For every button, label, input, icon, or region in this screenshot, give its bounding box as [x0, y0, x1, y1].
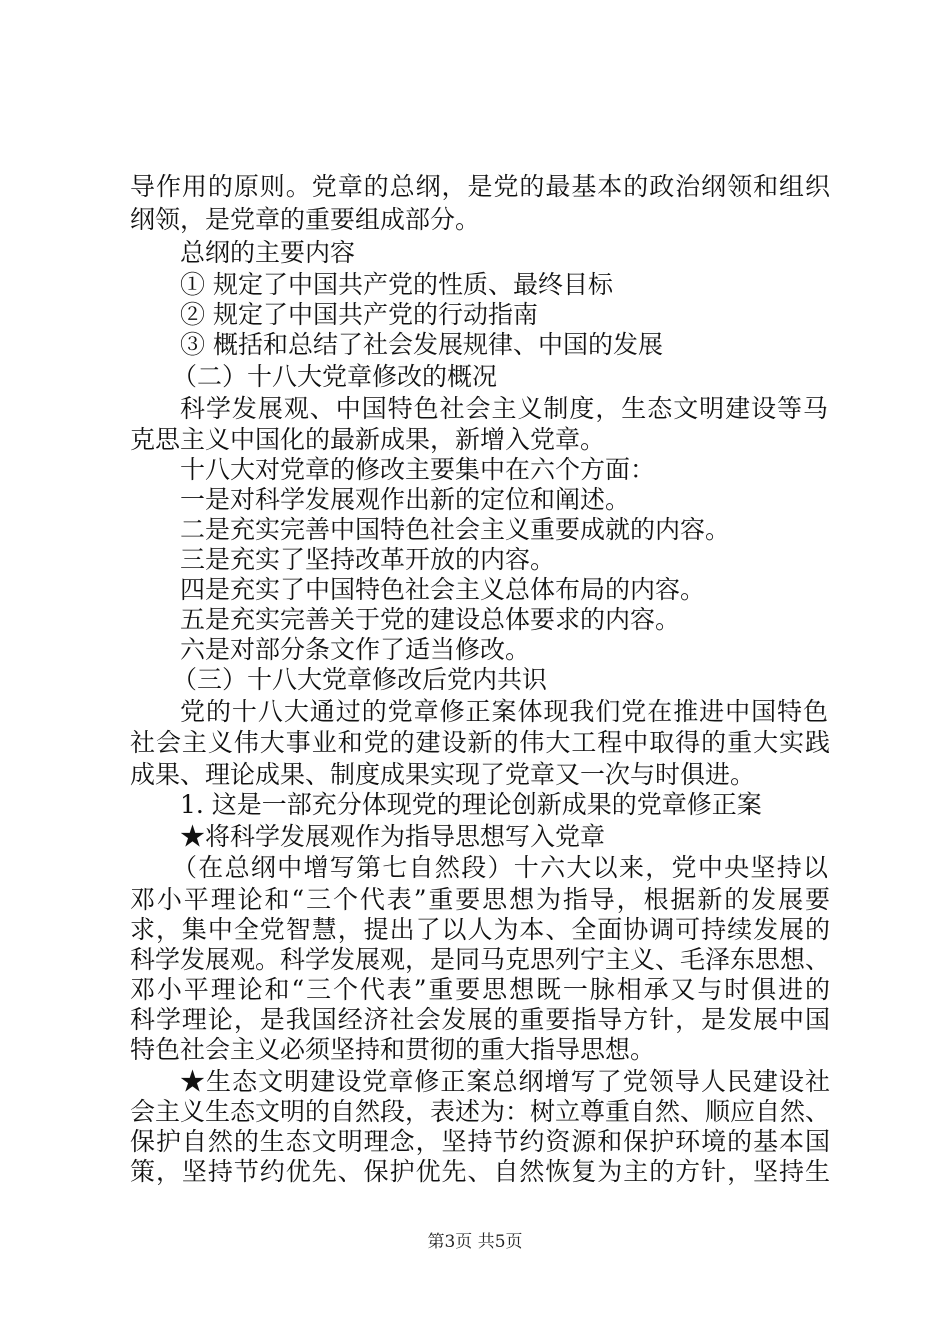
text-line: 四是充实了中国特色社会主义总体布局的内容。 — [180, 575, 706, 604]
text-line: 社会主义伟大事业和党的建设新的伟大工程中取得的重大实践 — [130, 728, 830, 757]
page-footer: 第3页 共5页 — [427, 1232, 523, 1252]
text-line: 克思主义中国化的最新成果，新增入党章。 — [130, 425, 606, 454]
text-line: 成果、理论成果、制度成果实现了党章又一次与时俱进。 — [130, 760, 756, 789]
text-line: 三是充实了坚持改革开放的内容。 — [180, 545, 556, 574]
text-line: ★将科学发展观作为指导思想写入党章 — [180, 822, 606, 851]
text-line: 科学发展观、中国特色社会主义制度，生态文明建设等马 — [180, 394, 828, 423]
text-line: 二是充实完善中国特色社会主义重要成就的内容。 — [180, 515, 731, 544]
text-line: 十八大对党章的修改主要集中在六个方面： — [180, 455, 656, 484]
text-line: 五是充实完善关于党的建设总体要求的内容。 — [180, 605, 681, 634]
text-line: 保护自然的生态文明理念，坚持节约资源和保护环境的基本国 — [130, 1127, 830, 1156]
text-line: ★生态文明建设党章修正案总纲增写了党领导人民建设社 — [180, 1067, 830, 1096]
text-line: 一是对科学发展观作出新的定位和阐述。 — [180, 485, 631, 514]
text-line: 邓小平理论和“三个代表”重要思想既一脉相承又与时俱进的 — [130, 975, 830, 1004]
text-line: （二）十八大党章修改的概况 — [172, 362, 498, 391]
text-line: 导作用的原则。党章的总纲，是党的最基本的政治纲领和组织 — [130, 172, 830, 201]
text-line: 总纲的主要内容 — [180, 238, 356, 267]
text-line: 科学发展观。科学发展观，是同马克思列宁主义、毛泽东思想、 — [130, 945, 831, 974]
text-line: 策，坚持节约优先、保护优先、自然恢复为主的方针，坚持生 — [130, 1157, 830, 1186]
text-line: ① 规定了中国共产党的性质、最终目标 — [180, 270, 613, 299]
text-line: 科学理论，是我国经济社会发展的重要指导方针，是发展中国 — [130, 1005, 830, 1034]
text-line: ③ 概括和总结了社会发展规律、中国的发展 — [180, 330, 663, 359]
text-line: 求，集中全党智慧，提出了以人为本、全面协调可持续发展的 — [130, 915, 830, 944]
text-line: 1. 这是一部充分体现党的理论创新成果的党章修正案 — [180, 790, 762, 819]
text-line: 纲领，是党章的重要组成部分。 — [130, 205, 481, 234]
text-line: 党的十八大通过的党章修正案体现我们党在推进中国特色 — [180, 697, 828, 726]
text-line: 特色社会主义必须坚持和贯彻的重大指导思想。 — [130, 1035, 656, 1064]
text-line: （三）十八大党章修改后党内共识 — [172, 665, 548, 694]
text-line: 邓小平理论和“三个代表”重要思想为指导，根据新的发展要 — [130, 885, 830, 914]
text-line: 六是对部分条文作了适当修改。 — [180, 635, 531, 664]
text-line: 会主义生态文明的自然段，表述为：树立尊重自然、顺应自然、 — [130, 1097, 831, 1126]
text-line: ② 规定了中国共产党的行动指南 — [180, 300, 538, 329]
text-line: （在总纲中增写第七自然段）十六大以来，党中央坚持以 — [172, 853, 828, 882]
